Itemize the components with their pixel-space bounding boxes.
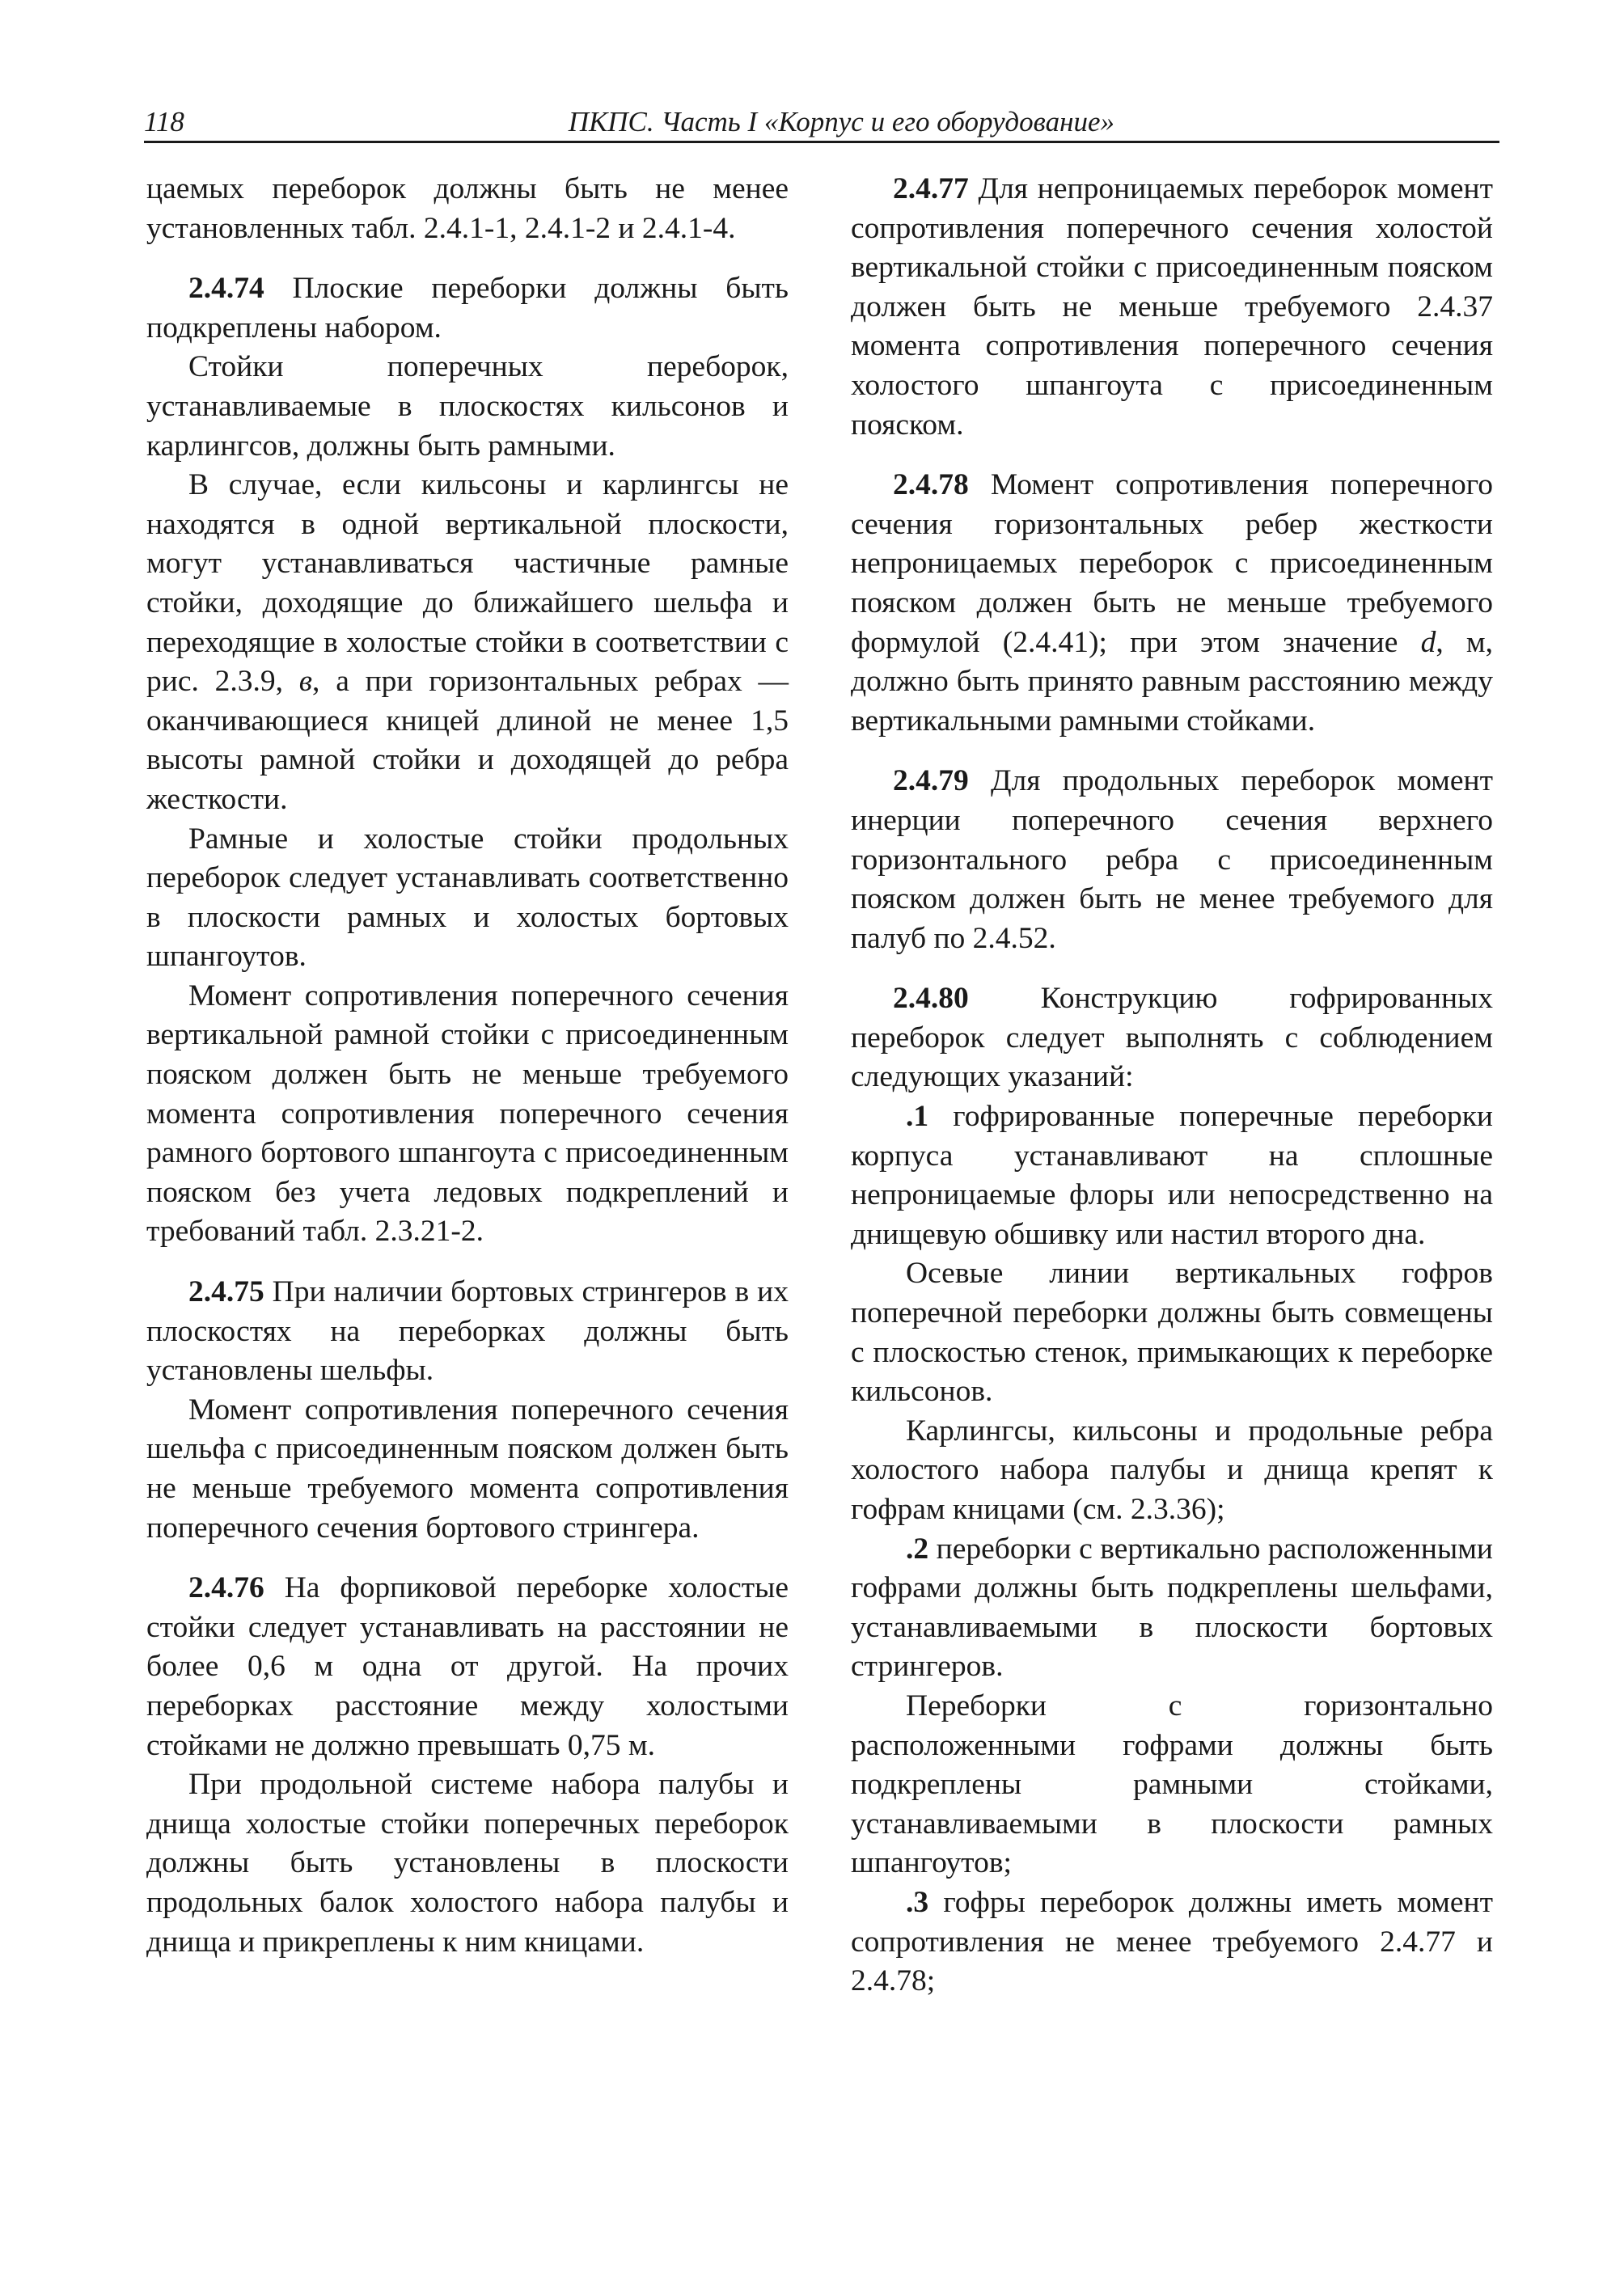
clause-number: 2.4.80 [893,982,969,1016]
clause-2-4-74: 2.4.74 Плоские переборки должны быть подкреплены набором. [146,272,789,344]
paragraph: Стойки поперечных переборок, устанавливаемые в плоскостях кильсонов и карлингсов, должны быть рамными. [146,350,789,463]
clause-number: 2.4.75 [188,1275,264,1309]
paragraph: Момент сопротивления поперечного сечения шельфа с присоединенным пояском должен быть не меньше требуемого момента сопротивления поперечного сечения бортового стрингера. [146,1393,789,1545]
paragraph: Карлингсы, кильсоны и продольные ребра холостого набора палубы и днища крепят к гофрам кницами (см. 2.3.36); [851,1414,1493,1526]
clause-number: 2.4.74 [188,272,264,306]
item-number: .2 [906,1532,929,1566]
list-item-3: .3 гофры переборок должны иметь момент сопротивления не менее требуемого 2.4.77 и 2.4.78; [851,1885,1493,1998]
list-item-2: .2 переборки с вертикально расположенными гофрами должны быть подкреплены шельфами, устанавливаемыми в плоскости бортовых стрингеров. [851,1532,1493,1684]
running-title: ПКПС. Часть I «Корпус и его оборудование» [568,106,1114,137]
paragraph: В случае, если кильсоны и карлингсы не находятся в одной вертикальной плоскости, могут устанавливаться частичные рамные стойки, доходящие до ближайшего шельфа и переходящие в холостые стойки в соответствии с рис. 2.3.9, в, а при горизонтальных ребрах — оканчивающиеся кницей длиной не менее 1,5 высоты рамной стойки и доходящей до ребра жесткости. [146,468,789,816]
clause-number: 2.4.76 [188,1571,264,1605]
left-column [146,170,789,1962]
list-item-1: .1 гофрированные поперечные переборки корпуса устанавливают на сплошные непроницаемые флоры или непосредственно на днищевую обшивку или настил второго дна. [851,1100,1493,1251]
clause-number: 2.4.78 [893,468,969,502]
item-number: .1 [906,1100,929,1134]
page-number: 118 [144,106,184,137]
paragraph: цаемых переборок должны быть не менее установленных табл. 2.4.1-1, 2.4.1-2 и 2.4.1-4. [146,172,789,245]
paragraph: Осевые линии вертикальных гофров поперечной переборки должны быть совмещены с плоскостью стенок, примыкающих к переборке кильсонов. [851,1257,1493,1409]
clause-2-4-78: 2.4.78 Момент сопротивления поперечного сечения горизонтальных ребер жесткости непроницаемых переборок с присоединенным пояском должен быть не меньше требуемого формулой (2.4.41); при этом значение d, м, должно быть принято равным расстоянию между вертикальными рамными стойками. [851,468,1493,738]
clause-number: 2.4.79 [893,764,969,798]
paragraph: При продольной системе набора палубы и днища холостые стойки поперечных переборок должны быть установлены в плоскости продольных балок холостого набора палубы и днища и прикреплены к ним кницами. [146,1768,789,1959]
item-number: .3 [906,1885,929,1919]
paragraph: Рамные и холостые стойки продольных переборок следует устанавливать соответственно в плоскости рамных и холостых бортовых шпангоутов. [146,822,789,974]
paragraph: Переборки с горизонтально расположенными гофрами должны быть подкреплены рамными стойками, устанавливаемыми в плоскости рамных шпангоутов; [851,1689,1493,1880]
clause-2-4-77: 2.4.77 Для непроницаемых переборок момент сопротивления поперечного сечения холостой вертикальной стойки с присоединенным пояском должен быть не меньше требуемого 2.4.37 момента сопротивления поперечного сечения холостого шпангоута с присоединенным пояском. [851,172,1493,442]
clause-2-4-75: 2.4.75 При наличии бортовых стрингеров в их плоскостях на переборках должны быть установлены шельфы. [146,1275,789,1388]
clause-number: 2.4.77 [893,172,969,205]
clause-2-4-76: 2.4.76 На форпиковой переборке холостые стойки следует устанавливать на расстоянии не более 0,6 м одна от другой. На прочих переборках расстояние между холостыми стойками не должно превышать 0,75 м. [146,1571,789,1762]
paragraph: Момент сопротивления поперечного сечения вертикальной рамной стойки с присоединенным пояском должен быть не меньше требуемого момента сопротивления поперечного сечения рамного бортового шпангоута с присоединенным пояском без учета ледовых подкреплений и требований табл. 2.3.21-2. [146,979,789,1249]
right-column [851,170,1493,2001]
clause-2-4-79: 2.4.79 Для продольных переборок момент инерции поперечного сечения верхнего горизонтального ребра с присоединенным пояском должен быть не менее требуемого для палуб по 2.4.52. [851,764,1493,955]
page-header [144,104,1499,143]
clause-2-4-80: 2.4.80 Конструкцию гофрированных переборок следует выполнять с соблюдением следующих указаний: [851,982,1493,1094]
